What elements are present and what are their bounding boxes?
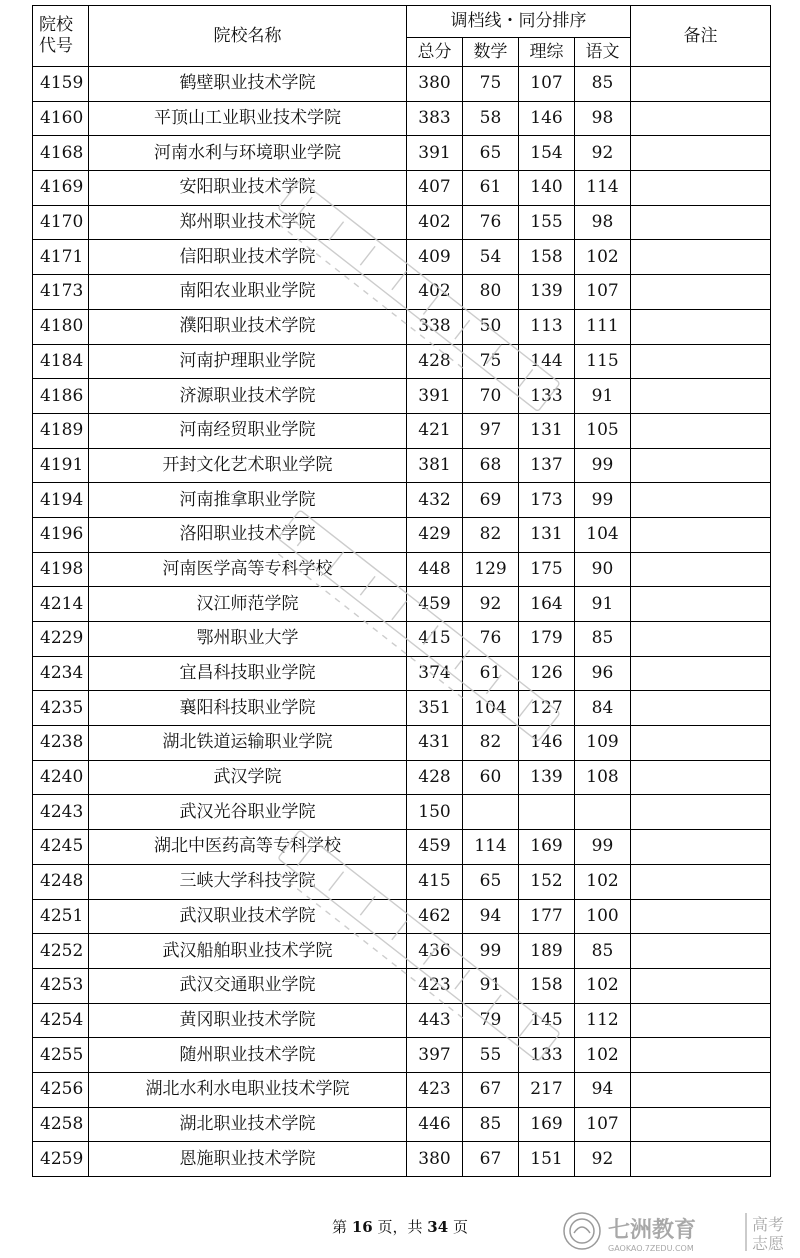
chinese-score-cell: 107 <box>575 275 631 310</box>
note-cell <box>631 691 771 726</box>
science-score-cell: 169 <box>519 1107 575 1142</box>
math-score-cell: 50 <box>463 309 519 344</box>
table-row <box>33 448 771 483</box>
school-code-cell: 4196 <box>33 517 89 552</box>
math-score-cell: 67 <box>463 1072 519 1107</box>
total-score-cell: 391 <box>407 379 463 414</box>
school-code-cell: 4169 <box>33 171 89 206</box>
note-cell <box>631 1107 771 1142</box>
school-code-cell: 4159 <box>33 67 89 102</box>
science-score-cell: 144 <box>519 344 575 379</box>
math-score-cell: 68 <box>463 448 519 483</box>
school-code-cell: 4170 <box>33 205 89 240</box>
chinese-score-cell <box>575 795 631 830</box>
science-score-cell: 145 <box>519 1003 575 1038</box>
header-school-name: 院校名称 <box>89 6 407 67</box>
note-cell <box>631 934 771 969</box>
table-row <box>33 899 771 934</box>
note-cell <box>631 240 771 275</box>
school-code-cell: 4255 <box>33 1038 89 1073</box>
table-row <box>33 171 771 206</box>
school-code-cell: 4243 <box>33 795 89 830</box>
science-score-cell: 133 <box>519 1038 575 1073</box>
total-score-cell: 351 <box>407 691 463 726</box>
note-cell <box>631 275 771 310</box>
chinese-score-cell: 102 <box>575 968 631 1003</box>
math-score-cell: 75 <box>463 67 519 102</box>
total-score-cell: 446 <box>407 1107 463 1142</box>
table-row <box>33 691 771 726</box>
school-name-cell: 洛阳职业技术学院 <box>89 517 407 552</box>
school-name-cell: 河南推拿职业学院 <box>89 483 407 518</box>
school-name-cell: 襄阳科技职业学院 <box>89 691 407 726</box>
table-row <box>33 864 771 899</box>
school-name-cell: 济源职业技术学院 <box>89 379 407 414</box>
science-score-cell: 133 <box>519 379 575 414</box>
math-score-cell: 61 <box>463 171 519 206</box>
note-cell <box>631 413 771 448</box>
chinese-score-cell: 99 <box>575 830 631 865</box>
chinese-score-cell: 98 <box>575 101 631 136</box>
math-score-cell: 85 <box>463 1107 519 1142</box>
science-score-cell <box>519 795 575 830</box>
school-name-cell: 湖北水利水电职业技术学院 <box>89 1072 407 1107</box>
chinese-score-cell: 115 <box>575 344 631 379</box>
table-row <box>33 656 771 691</box>
total-score-cell: 409 <box>407 240 463 275</box>
science-score-cell: 177 <box>519 899 575 934</box>
svg-text:高考: 高考 <box>752 1215 785 1234</box>
school-name-cell: 湖北职业技术学院 <box>89 1107 407 1142</box>
note-cell <box>631 205 771 240</box>
school-code-cell: 4245 <box>33 830 89 865</box>
chinese-score-cell: 102 <box>575 240 631 275</box>
note-cell <box>631 864 771 899</box>
chinese-score-cell: 111 <box>575 309 631 344</box>
table-row <box>33 1107 771 1142</box>
chinese-score-cell: 112 <box>575 1003 631 1038</box>
chinese-score-cell: 99 <box>575 483 631 518</box>
table-row <box>33 205 771 240</box>
chinese-score-cell: 85 <box>575 622 631 657</box>
science-score-cell: 154 <box>519 136 575 171</box>
math-score-cell: 92 <box>463 587 519 622</box>
table-row <box>33 379 771 414</box>
chinese-score-cell: 91 <box>575 587 631 622</box>
total-score-cell: 402 <box>407 275 463 310</box>
chinese-score-cell: 96 <box>575 656 631 691</box>
chinese-score-cell: 94 <box>575 1072 631 1107</box>
science-score-cell: 158 <box>519 968 575 1003</box>
school-code-cell: 4256 <box>33 1072 89 1107</box>
school-code-cell: 4168 <box>33 136 89 171</box>
math-score-cell: 91 <box>463 968 519 1003</box>
science-score-cell: 151 <box>519 1142 575 1177</box>
table-row <box>33 1038 771 1073</box>
note-cell <box>631 830 771 865</box>
school-code-cell: 4180 <box>33 309 89 344</box>
note-cell <box>631 67 771 102</box>
header-science: 理综 <box>519 38 575 67</box>
math-score-cell: 70 <box>463 379 519 414</box>
note-cell <box>631 101 771 136</box>
total-score-cell: 423 <box>407 1072 463 1107</box>
chinese-score-cell: 85 <box>575 934 631 969</box>
chinese-score-cell: 98 <box>575 205 631 240</box>
science-score-cell: 173 <box>519 483 575 518</box>
science-score-cell: 113 <box>519 309 575 344</box>
total-score-cell: 407 <box>407 171 463 206</box>
math-score-cell: 99 <box>463 934 519 969</box>
school-code-cell: 4258 <box>33 1107 89 1142</box>
note-cell <box>631 726 771 761</box>
school-name-cell: 武汉职业技术学院 <box>89 899 407 934</box>
math-score-cell: 76 <box>463 205 519 240</box>
math-score-cell: 129 <box>463 552 519 587</box>
table-body <box>33 67 771 1177</box>
total-score-cell: 374 <box>407 656 463 691</box>
total-score-cell: 459 <box>407 830 463 865</box>
math-score-cell: 54 <box>463 240 519 275</box>
math-score-cell: 82 <box>463 517 519 552</box>
total-score-cell: 423 <box>407 968 463 1003</box>
chinese-score-cell: 105 <box>575 413 631 448</box>
note-cell <box>631 552 771 587</box>
science-score-cell: 131 <box>519 517 575 552</box>
note-cell <box>631 1003 771 1038</box>
math-score-cell: 82 <box>463 726 519 761</box>
total-score-cell: 380 <box>407 67 463 102</box>
note-cell <box>631 171 771 206</box>
table-row <box>33 760 771 795</box>
science-score-cell: 152 <box>519 864 575 899</box>
svg-text:七洲教育: 七洲教育 <box>608 1218 697 1243</box>
math-score-cell: 114 <box>463 830 519 865</box>
math-score-cell <box>463 795 519 830</box>
school-code-cell: 4253 <box>33 968 89 1003</box>
math-score-cell: 67 <box>463 1142 519 1177</box>
school-code-cell: 4171 <box>33 240 89 275</box>
table-row <box>33 1003 771 1038</box>
school-code-cell: 4234 <box>33 656 89 691</box>
table-row <box>33 587 771 622</box>
table-row <box>33 795 771 830</box>
school-code-cell: 4184 <box>33 344 89 379</box>
science-score-cell: 158 <box>519 240 575 275</box>
math-score-cell: 75 <box>463 344 519 379</box>
school-code-cell: 4240 <box>33 760 89 795</box>
chinese-score-cell: 104 <box>575 517 631 552</box>
science-score-cell: 217 <box>519 1072 575 1107</box>
school-name-cell: 武汉学院 <box>89 760 407 795</box>
table-row <box>33 309 771 344</box>
chinese-score-cell: 102 <box>575 1038 631 1073</box>
note-cell <box>631 1038 771 1073</box>
total-score-cell: 443 <box>407 1003 463 1038</box>
school-code-cell: 4186 <box>33 379 89 414</box>
school-code-cell: 4252 <box>33 934 89 969</box>
note-cell <box>631 1142 771 1177</box>
table-row <box>33 413 771 448</box>
table-row <box>33 136 771 171</box>
table-row <box>33 67 771 102</box>
school-name-cell: 河南护理职业学院 <box>89 344 407 379</box>
science-score-cell: 139 <box>519 760 575 795</box>
total-score-cell: 381 <box>407 448 463 483</box>
chinese-score-cell: 109 <box>575 726 631 761</box>
note-cell <box>631 795 771 830</box>
math-score-cell: 94 <box>463 899 519 934</box>
school-name-cell: 信阳职业技术学院 <box>89 240 407 275</box>
table-row <box>33 934 771 969</box>
math-score-cell: 80 <box>463 275 519 310</box>
school-name-cell: 平顶山工业职业技术学院 <box>89 101 407 136</box>
note-cell <box>631 483 771 518</box>
science-score-cell: 155 <box>519 205 575 240</box>
chinese-score-cell: 99 <box>575 448 631 483</box>
header-chinese: 语文 <box>575 38 631 67</box>
school-code-cell: 4194 <box>33 483 89 518</box>
school-name-cell: 河南医学高等专科学校 <box>89 552 407 587</box>
note-cell <box>631 379 771 414</box>
total-score-cell: 432 <box>407 483 463 518</box>
admission-score-table <box>32 5 771 1177</box>
school-code-cell: 4254 <box>33 1003 89 1038</box>
school-name-cell: 黄冈职业技术学院 <box>89 1003 407 1038</box>
note-cell <box>631 136 771 171</box>
school-code-cell: 4173 <box>33 275 89 310</box>
school-name-cell: 湖北铁道运输职业学院 <box>89 726 407 761</box>
total-score-cell: 462 <box>407 899 463 934</box>
math-score-cell: 65 <box>463 864 519 899</box>
school-code-cell: 4251 <box>33 899 89 934</box>
svg-text:GAOKAO.7ZEDU.COM: GAOKAO.7ZEDU.COM <box>608 1244 694 1253</box>
header-school-code: 院校 代号 <box>33 6 89 67</box>
note-cell <box>631 344 771 379</box>
total-score-cell: 338 <box>407 309 463 344</box>
science-score-cell: 146 <box>519 101 575 136</box>
note-cell <box>631 1072 771 1107</box>
page-footer: 第 16 页，共 34 页 <box>332 1218 468 1236</box>
school-name-cell: 河南经贸职业学院 <box>89 413 407 448</box>
table-row <box>33 830 771 865</box>
note-cell <box>631 309 771 344</box>
math-score-cell: 55 <box>463 1038 519 1073</box>
math-score-cell: 61 <box>463 656 519 691</box>
note-cell <box>631 899 771 934</box>
science-score-cell: 140 <box>519 171 575 206</box>
total-score-cell: 429 <box>407 517 463 552</box>
math-score-cell: 65 <box>463 136 519 171</box>
svg-text:志愿: 志愿 <box>752 1234 785 1253</box>
science-score-cell: 146 <box>519 726 575 761</box>
total-score-cell: 428 <box>407 344 463 379</box>
table-row <box>33 726 771 761</box>
math-score-cell: 76 <box>463 622 519 657</box>
school-name-cell: 郑州职业技术学院 <box>89 205 407 240</box>
header-math: 数学 <box>463 38 519 67</box>
school-name-cell: 武汉光谷职业学院 <box>89 795 407 830</box>
total-score-cell: 402 <box>407 205 463 240</box>
note-cell <box>631 448 771 483</box>
table-row <box>33 552 771 587</box>
chinese-score-cell: 102 <box>575 864 631 899</box>
science-score-cell: 169 <box>519 830 575 865</box>
school-code-cell: 4198 <box>33 552 89 587</box>
school-name-cell: 鄂州职业大学 <box>89 622 407 657</box>
total-score-cell: 421 <box>407 413 463 448</box>
science-score-cell: 164 <box>519 587 575 622</box>
science-score-cell: 107 <box>519 67 575 102</box>
school-code-cell: 4160 <box>33 101 89 136</box>
header-score-group: 调档线・同分排序 <box>407 6 631 38</box>
science-score-cell: 127 <box>519 691 575 726</box>
table-row <box>33 483 771 518</box>
header-total: 总分 <box>407 38 463 67</box>
school-name-cell: 武汉交通职业学院 <box>89 968 407 1003</box>
total-score-cell: 436 <box>407 934 463 969</box>
math-score-cell: 97 <box>463 413 519 448</box>
total-score-cell: 383 <box>407 101 463 136</box>
school-code-cell: 4229 <box>33 622 89 657</box>
total-score-cell: 397 <box>407 1038 463 1073</box>
total-score-cell: 415 <box>407 622 463 657</box>
table-row <box>33 1142 771 1177</box>
seal-icon <box>564 1213 600 1249</box>
school-code-cell: 4235 <box>33 691 89 726</box>
note-cell <box>631 968 771 1003</box>
science-score-cell: 137 <box>519 448 575 483</box>
total-score-cell: 391 <box>407 136 463 171</box>
chinese-score-cell: 108 <box>575 760 631 795</box>
school-code-cell: 4259 <box>33 1142 89 1177</box>
total-pages: 34 <box>427 1218 449 1236</box>
school-name-cell: 濮阳职业技术学院 <box>89 309 407 344</box>
school-name-cell: 鹤壁职业技术学院 <box>89 67 407 102</box>
table-row <box>33 622 771 657</box>
note-cell <box>631 656 771 691</box>
table-row <box>33 968 771 1003</box>
table-row <box>33 344 771 379</box>
note-cell <box>631 622 771 657</box>
total-score-cell: 459 <box>407 587 463 622</box>
science-score-cell: 179 <box>519 622 575 657</box>
table-row <box>33 517 771 552</box>
science-score-cell: 189 <box>519 934 575 969</box>
table-row <box>33 275 771 310</box>
math-score-cell: 58 <box>463 101 519 136</box>
total-score-cell: 448 <box>407 552 463 587</box>
total-score-cell: 150 <box>407 795 463 830</box>
note-cell <box>631 760 771 795</box>
school-name-cell: 恩施职业技术学院 <box>89 1142 407 1177</box>
science-score-cell: 175 <box>519 552 575 587</box>
chinese-score-cell: 114 <box>575 171 631 206</box>
school-name-cell: 河南水利与环境职业学院 <box>89 136 407 171</box>
total-score-cell: 380 <box>407 1142 463 1177</box>
school-name-cell: 武汉船舶职业技术学院 <box>89 934 407 969</box>
science-score-cell: 126 <box>519 656 575 691</box>
school-name-cell: 随州职业技术学院 <box>89 1038 407 1073</box>
chinese-score-cell: 92 <box>575 1142 631 1177</box>
chinese-score-cell: 92 <box>575 136 631 171</box>
school-name-cell: 汉江师范学院 <box>89 587 407 622</box>
school-name-cell: 南阳农业职业学院 <box>89 275 407 310</box>
note-cell <box>631 587 771 622</box>
school-code-cell: 4248 <box>33 864 89 899</box>
total-score-cell: 431 <box>407 726 463 761</box>
note-cell <box>631 517 771 552</box>
science-score-cell: 131 <box>519 413 575 448</box>
math-score-cell: 79 <box>463 1003 519 1038</box>
school-code-cell: 4238 <box>33 726 89 761</box>
chinese-score-cell: 90 <box>575 552 631 587</box>
table-row <box>33 1072 771 1107</box>
total-score-cell: 415 <box>407 864 463 899</box>
chinese-score-cell: 91 <box>575 379 631 414</box>
brand-logo <box>560 1205 800 1255</box>
science-score-cell: 139 <box>519 275 575 310</box>
current-page: 16 <box>351 1218 373 1236</box>
school-code-cell: 4214 <box>33 587 89 622</box>
school-name-cell: 安阳职业技术学院 <box>89 171 407 206</box>
school-name-cell: 三峡大学科技学院 <box>89 864 407 899</box>
table-row <box>33 240 771 275</box>
math-score-cell: 69 <box>463 483 519 518</box>
school-code-cell: 4189 <box>33 413 89 448</box>
total-score-cell: 428 <box>407 760 463 795</box>
chinese-score-cell: 85 <box>575 67 631 102</box>
math-score-cell: 104 <box>463 691 519 726</box>
school-name-cell: 湖北中医药高等专科学校 <box>89 830 407 865</box>
chinese-score-cell: 84 <box>575 691 631 726</box>
chinese-score-cell: 107 <box>575 1107 631 1142</box>
header-note: 备注 <box>631 6 771 67</box>
school-name-cell: 宜昌科技职业学院 <box>89 656 407 691</box>
school-code-cell: 4191 <box>33 448 89 483</box>
table-row <box>33 101 771 136</box>
math-score-cell: 60 <box>463 760 519 795</box>
chinese-score-cell: 100 <box>575 899 631 934</box>
school-name-cell: 开封文化艺术职业学院 <box>89 448 407 483</box>
